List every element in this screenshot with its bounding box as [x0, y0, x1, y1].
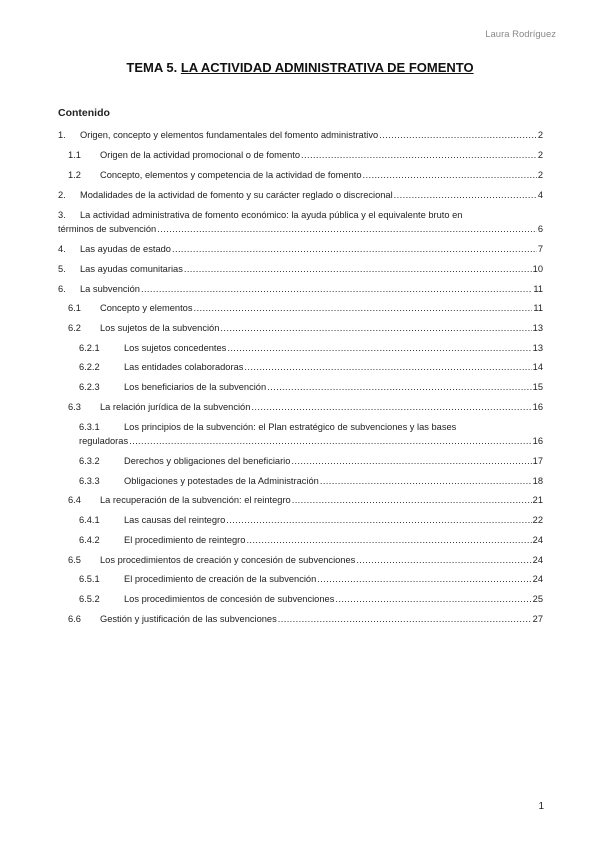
toc-entry-text: Las causas del reintegro [124, 515, 226, 525]
toc-leader [301, 149, 537, 161]
page-number: 1 [538, 801, 544, 812]
toc-entry-number: 6.5.2 [79, 594, 100, 604]
toc-entry-number: 6.3 [68, 402, 81, 412]
toc-entry[interactable] [68, 169, 543, 181]
toc-leader [220, 322, 531, 334]
toc-leader [292, 494, 532, 506]
document-title [0, 60, 600, 75]
toc-entry-page: 10 [532, 264, 543, 274]
toc-entry[interactable] [68, 494, 543, 506]
toc-entry-number: 6.6 [68, 614, 81, 624]
toc-leader [227, 342, 531, 354]
toc-leader [394, 189, 537, 201]
toc-entry-page: 24 [532, 574, 543, 584]
toc-entry-page: 17 [532, 456, 543, 466]
toc-entry-number: 1.2 [68, 170, 81, 180]
toc-entry-page: 13 [532, 343, 543, 353]
toc-entry-page: 15 [532, 382, 543, 392]
toc-entry-number: 6.3.2 [79, 456, 100, 466]
toc-entry-number: 5. [58, 264, 66, 274]
toc-entry-number: 4. [58, 244, 66, 254]
toc-entry-page: 2 [537, 150, 543, 160]
toc-entry-text: Modalidades de la actividad de fomento y su carácter reglado o discrecional [80, 190, 393, 200]
toc-heading: Contenido [58, 107, 110, 119]
toc-entry[interactable] [79, 573, 543, 585]
toc-entry[interactable] [79, 342, 543, 354]
toc-entry-page: 7 [537, 244, 543, 254]
toc-entry-page: 24 [532, 535, 543, 545]
toc-entry-text: Los sujetos concedentes [124, 343, 227, 353]
toc-leader [291, 455, 531, 467]
toc-entry-page: 16 [532, 402, 543, 412]
toc-entry[interactable] [79, 534, 543, 546]
toc-entry-text-line1: La actividad administrativa de fomento económico: la ayuda pública y el equivalente bruto en [80, 210, 463, 220]
toc-leader [129, 435, 532, 447]
title-prefix: TEMA 5. [126, 60, 181, 75]
toc-leader [184, 263, 532, 275]
toc-leader [244, 361, 531, 373]
toc-leader [246, 534, 531, 546]
toc-entry-page: 27 [532, 614, 543, 624]
toc-entry-text: Derechos y obligaciones del beneficiario [124, 456, 291, 466]
toc-entry-page: 13 [532, 323, 543, 333]
toc-entry-text: La recuperación de la subvención: el reintegro [100, 495, 291, 505]
toc-entry-text: términos de subvención [58, 224, 157, 234]
toc-entry-text: Concepto, elementos y competencia de la actividad de fomento [100, 170, 362, 180]
toc-entry[interactable] [58, 263, 543, 275]
toc-entry[interactable] [79, 381, 543, 393]
toc-entry-text: Las ayudas comunitarias [80, 264, 183, 274]
toc-entry[interactable] [58, 189, 543, 201]
toc-entry[interactable] [79, 475, 543, 487]
toc-entry-number: 6.5 [68, 555, 81, 565]
toc-leader [278, 613, 532, 625]
toc-entry-line1 [79, 421, 543, 433]
toc-entry-page: 24 [532, 555, 543, 565]
toc-entry[interactable] [58, 283, 543, 295]
toc-entry[interactable] [79, 593, 543, 605]
toc-entry-number: 3. [58, 210, 66, 220]
toc-entry-text-line1: Los principios de la subvención: el Plan estratégico de subvenciones y las bases [124, 422, 457, 432]
toc-leader [251, 401, 531, 413]
toc-leader [172, 243, 537, 255]
toc-entry-line2 [58, 223, 543, 235]
toc-entry-text: Los beneficiarios de la subvención [124, 382, 267, 392]
toc-entry-number: 6.4 [68, 495, 81, 505]
toc-entry-text: Los sujetos de la subvención [100, 323, 220, 333]
toc-leader [267, 381, 532, 393]
toc-entry-number: 6.2.1 [79, 343, 100, 353]
toc-entry-page: 11 [533, 303, 543, 313]
toc-entry-text: Obligaciones y potestades de la Administración [124, 476, 319, 486]
toc-entry[interactable] [79, 514, 543, 526]
toc-entry-text: Las entidades colaboradoras [124, 362, 244, 372]
toc-entry-number: 6.4.1 [79, 515, 100, 525]
toc-entry-text: El procedimiento de reintegro [124, 535, 246, 545]
toc-leader [226, 514, 531, 526]
toc-entry[interactable] [68, 322, 543, 334]
title-main: LA ACTIVIDAD ADMINISTRATIVA DE FOMENTO [180, 60, 474, 75]
toc-entry-page: 16 [532, 436, 543, 446]
toc-entry[interactable] [79, 361, 543, 373]
toc-entry[interactable] [68, 149, 543, 161]
toc-leader [356, 554, 531, 566]
toc-leader [320, 475, 532, 487]
toc-entry-text: Origen, concepto y elementos fundamentales del fomento administrativo [80, 130, 379, 140]
toc-entry[interactable] [58, 129, 543, 141]
toc-entry-number: 6.3.3 [79, 476, 100, 486]
toc-entry[interactable] [79, 455, 543, 467]
toc-entry-number: 6.2 [68, 323, 81, 333]
toc-entry-text: La relación jurídica de la subvención [100, 402, 251, 412]
toc-entry-line1 [58, 209, 543, 221]
toc-entry-number: 6.1 [68, 303, 81, 313]
toc-entry[interactable] [68, 302, 543, 314]
toc-entry-text: reguladoras [79, 436, 129, 446]
toc-entry-number: 6.2.3 [79, 382, 100, 392]
toc-leader [363, 169, 537, 181]
toc-entry-page: 14 [532, 362, 543, 372]
toc-entry-page: 4 [537, 190, 543, 200]
toc-entry[interactable] [58, 243, 543, 255]
toc-entry[interactable] [68, 613, 543, 625]
toc-entry-page: 18 [532, 476, 543, 486]
toc-leader [194, 302, 533, 314]
toc-entry-number: 6. [58, 284, 66, 294]
toc-leader [317, 573, 531, 585]
toc-entry-text: Los procedimientos de creación y concesión de subvenciones [100, 555, 356, 565]
toc-entry-page: 25 [532, 594, 543, 604]
toc-entry-page: 6 [537, 224, 543, 234]
toc-entry-number: 1. [58, 130, 66, 140]
toc-entry-text: Los procedimientos de concesión de subvenciones [124, 594, 335, 604]
toc-entry-page: 21 [532, 495, 543, 505]
toc-entry[interactable] [68, 401, 543, 413]
toc-entry-text: Concepto y elementos [100, 303, 193, 313]
toc-entry-text: Origen de la actividad promocional o de fomento [100, 150, 301, 160]
toc-entry-page: 11 [533, 284, 543, 294]
toc-leader [379, 129, 537, 141]
toc-entry-text: Las ayudas de estado [80, 244, 171, 254]
toc-entry-page: 2 [537, 170, 543, 180]
toc-entry-page: 22 [532, 515, 543, 525]
toc-entry-number: 6.3.1 [79, 422, 100, 432]
toc-entry-text: El procedimiento de creación de la subvención [124, 574, 317, 584]
toc-entry-text: Gestión y justificación de las subvenciones [100, 614, 277, 624]
toc-entry-number: 6.4.2 [79, 535, 100, 545]
toc-entry-number: 1.1 [68, 150, 81, 160]
toc-leader [141, 283, 532, 295]
toc-entry-page: 2 [537, 130, 543, 140]
toc-entry-line2 [79, 435, 543, 447]
toc-entry-number: 6.2.2 [79, 362, 100, 372]
header-author: Laura Rodríguez [485, 29, 556, 40]
toc-entry-text: La subvención [80, 284, 140, 294]
toc-leader [157, 223, 537, 235]
toc-entry-number: 2. [58, 190, 66, 200]
toc-entry[interactable] [68, 554, 543, 566]
toc-entry-number: 6.5.1 [79, 574, 100, 584]
toc-leader [335, 593, 531, 605]
